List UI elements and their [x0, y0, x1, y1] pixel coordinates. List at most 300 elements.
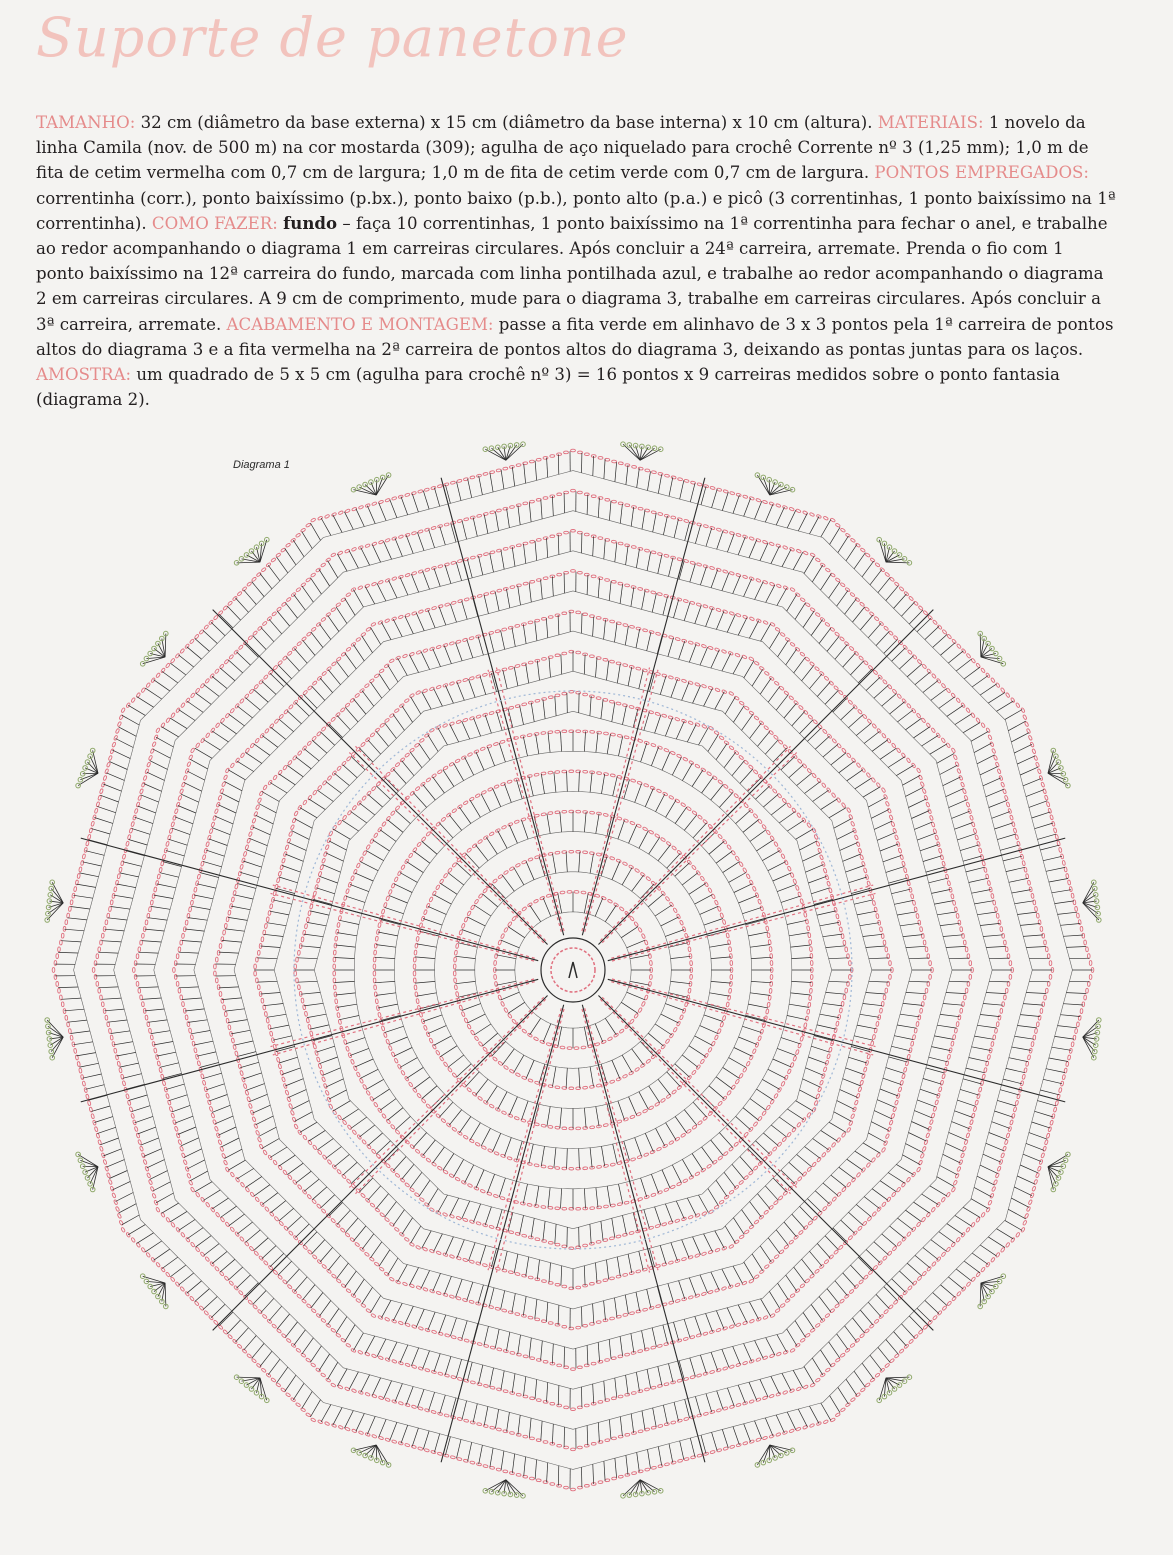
- tall-stitch: [546, 618, 548, 638]
- tall-stitch: [909, 799, 927, 808]
- tall-stitch: [179, 1273, 194, 1285]
- chain-stitch: [770, 1099, 775, 1104]
- tall-stitch: [781, 1170, 795, 1183]
- chain-stitch: [250, 1192, 255, 1197]
- chain-stitch: [605, 1439, 610, 1442]
- tall-stitch: [203, 1190, 220, 1201]
- tall-stitch: [337, 1369, 347, 1386]
- tall-stitch: [529, 583, 531, 603]
- chain-stitch: [822, 729, 827, 734]
- chain-stitch: [336, 1006, 339, 1011]
- chain-stitch: [1049, 961, 1052, 966]
- tall-stitch: [749, 540, 757, 558]
- chain-stitch: [956, 1237, 961, 1242]
- chain-stitch: [849, 961, 852, 966]
- tall-stitch: [837, 1334, 849, 1350]
- tall-stitch: [148, 918, 167, 920]
- chain-stitch: [560, 891, 565, 894]
- tall-stitch: [860, 1310, 873, 1325]
- chain-stitch: [1003, 940, 1006, 945]
- chain-stitch: [869, 611, 874, 616]
- tall-stitch: [462, 601, 468, 620]
- chain-stitch: [611, 580, 616, 583]
- tall-stitch: [768, 862, 786, 871]
- chain-stitch: [68, 906, 71, 911]
- tall-stitch: [710, 993, 730, 996]
- tall-stitch: [642, 590, 646, 609]
- chain-stitch: [971, 1222, 976, 1227]
- tall-stitch: [474, 905, 491, 916]
- tall-stitch: [877, 833, 895, 841]
- chain-stitch: [1044, 995, 1047, 1000]
- chain-stitch: [541, 657, 546, 660]
- chain-stitch: [141, 1002, 144, 1007]
- tall-stitch: [188, 918, 207, 921]
- tall-stitch: [817, 1025, 836, 1029]
- tall-stitch: [414, 1077, 430, 1089]
- chain-stitch: [300, 1407, 305, 1412]
- chain-stitch: [671, 845, 676, 850]
- chain-stitch: [591, 1362, 596, 1365]
- chain-stitch: [533, 899, 538, 904]
- chain-stitch: [753, 1121, 758, 1126]
- chain-stitch: [528, 621, 533, 624]
- chain-stitch: [290, 824, 294, 829]
- chain-stitch: [302, 1189, 307, 1194]
- chain-stitch: [769, 947, 772, 952]
- tall-stitch: [486, 1086, 497, 1103]
- tall-stitch: [467, 917, 485, 926]
- chain-stitch: [417, 1093, 422, 1098]
- tall-stitch: [823, 1003, 842, 1006]
- tall-stitch: [955, 714, 972, 725]
- chain-stitch: [605, 578, 610, 581]
- chain-stitch: [817, 848, 821, 853]
- tall-stitch: [509, 1097, 517, 1115]
- chain-stitch: [942, 861, 946, 866]
- tall-stitch: [602, 1146, 605, 1166]
- chain-stitch: [1009, 815, 1013, 820]
- tall-stitch: [682, 682, 689, 700]
- chain-stitch: [795, 1049, 799, 1054]
- tall-stitch: [310, 1025, 329, 1029]
- chain-stitch: [921, 933, 924, 938]
- chain-stitch: [477, 1422, 482, 1426]
- chain-stitch: [509, 505, 514, 508]
- chain-stitch: [171, 1222, 176, 1227]
- chain-stitch: [883, 1309, 888, 1314]
- tall-stitch: [820, 922, 839, 925]
- chain-stitch: [543, 537, 548, 540]
- chain-stitch: [583, 851, 588, 854]
- tall-stitch: [365, 1336, 375, 1354]
- chain-stitch: [780, 632, 785, 637]
- chain-stitch: [530, 580, 535, 583]
- tall-stitch: [930, 744, 947, 754]
- tall-stitch: [1006, 867, 1025, 871]
- tall-stitch: [995, 1111, 1013, 1117]
- chain-stitch: [630, 1115, 635, 1119]
- tall-stitch: [288, 1090, 306, 1098]
- tall-stitch: [808, 1057, 826, 1064]
- chain-stitch: [634, 1067, 639, 1072]
- tall-stitch: [804, 556, 814, 573]
- tall-stitch: [71, 907, 90, 910]
- chain-stitch: [536, 498, 541, 501]
- tall-stitch: [582, 613, 583, 633]
- chain-stitch: [805, 602, 810, 607]
- chain-stitch: [956, 1022, 959, 1027]
- chain-stitch: [94, 961, 97, 966]
- chain-stitch: [443, 766, 448, 771]
- chain-stitch: [297, 1184, 302, 1189]
- chain-stitch: [263, 1150, 268, 1155]
- chain-stitch: [423, 1287, 428, 1291]
- tall-stitch: [666, 800, 676, 817]
- tall-stitch: [869, 958, 889, 959]
- chain-stitch: [576, 1207, 581, 1210]
- tall-stitch: [337, 1263, 349, 1279]
- chain-stitch: [657, 592, 662, 596]
- tall-stitch: [715, 692, 725, 710]
- chain-stitch: [669, 795, 674, 800]
- chain-stitch: [96, 954, 99, 959]
- tall-stitch: [252, 1105, 270, 1113]
- tall-stitch: [279, 1155, 295, 1166]
- tall-stitch: [960, 845, 979, 851]
- chain-stitch: [548, 1322, 553, 1325]
- tall-stitch: [271, 727, 286, 739]
- chain-stitch: [1084, 940, 1087, 945]
- chain-stitch: [429, 897, 433, 902]
- tall-stitch: [649, 1086, 660, 1103]
- chain-stitch: [110, 749, 114, 754]
- chain-stitch: [1050, 1120, 1054, 1125]
- chain-stitch: [689, 1175, 694, 1180]
- chain-stitch: [342, 815, 347, 820]
- tall-stitch: [977, 1176, 995, 1185]
- tall-stitch: [663, 1325, 668, 1344]
- tall-stitch: [354, 699, 366, 714]
- chain-stitch: [54, 961, 57, 966]
- chain-stitch: [998, 920, 1001, 925]
- chain-stitch: [840, 1353, 845, 1358]
- chain-stitch: [77, 1061, 80, 1066]
- tall-stitch: [502, 875, 514, 891]
- chain-stitch: [303, 1135, 308, 1140]
- tall-stitch: [479, 1365, 483, 1384]
- chain-stitch: [809, 512, 814, 517]
- chain-stitch: [903, 1290, 908, 1295]
- chain-stitch: [321, 1077, 325, 1082]
- chain-stitch: [214, 808, 218, 813]
- tall-stitch: [960, 1089, 979, 1095]
- chain-stitch: [987, 1054, 991, 1059]
- chain-stitch: [841, 1132, 846, 1137]
- tall-stitch: [837, 1101, 855, 1110]
- tall-stitch: [595, 898, 603, 917]
- tall-stitch: [504, 1138, 511, 1157]
- chain-stitch: [281, 602, 286, 607]
- tall-stitch: [653, 513, 657, 532]
- tall-stitch: [336, 945, 356, 947]
- tall-stitch: [943, 1154, 961, 1163]
- chain-stitch: [127, 1100, 131, 1105]
- chain-stitch: [589, 1242, 594, 1245]
- chain-stitch: [571, 489, 576, 492]
- tall-stitch: [407, 1067, 424, 1078]
- tall-stitch: [450, 1318, 456, 1336]
- tall-stitch: [122, 1215, 139, 1225]
- chain-stitch: [509, 1230, 514, 1234]
- tall-stitch: [409, 655, 418, 673]
- tall-stitch: [294, 649, 307, 664]
- chain-stitch: [346, 756, 351, 761]
- tall-stitch: [596, 1188, 598, 1208]
- tall-stitch: [903, 775, 921, 785]
- chain-stitch: [117, 1213, 122, 1218]
- tall-stitch: [416, 613, 424, 631]
- chain-stitch: [690, 1335, 695, 1339]
- chain-stitch: [562, 730, 567, 733]
- tall-stitch: [319, 569, 330, 586]
- chain-stitch: [276, 1328, 281, 1333]
- tall-stitch: [501, 1371, 504, 1390]
- chain-stitch: [912, 1035, 915, 1040]
- chain-stitch: [395, 762, 400, 767]
- tall-stitch: [385, 1026, 404, 1032]
- chain-stitch: [405, 1182, 410, 1187]
- chain-stitch: [195, 1054, 199, 1059]
- chain-stitch: [489, 1225, 494, 1229]
- chain-stitch: [248, 831, 252, 836]
- chain-stitch: [623, 663, 628, 666]
- tall-stitch: [604, 539, 606, 559]
- chain-stitch: [92, 1120, 96, 1125]
- chain-stitch: [254, 684, 259, 689]
- tall-stitch: [254, 1185, 270, 1196]
- tall-stitch: [470, 800, 480, 817]
- chain-stitch: [282, 1279, 287, 1284]
- chain-stitch: [839, 1008, 842, 1013]
- tall-stitch: [604, 1301, 606, 1321]
- chain-stitch: [1028, 735, 1032, 740]
- tall-stitch: [203, 630, 217, 643]
- chain-stitch: [224, 1276, 229, 1281]
- chain-stitch: [509, 1069, 514, 1074]
- chain-stitch: [420, 782, 425, 787]
- chain-stitch: [796, 1122, 801, 1127]
- chain-stitch: [990, 677, 995, 682]
- chain-stitch: [1073, 900, 1076, 905]
- chain-stitch: [931, 1261, 936, 1266]
- chain-stitch: [780, 1303, 785, 1308]
- chain-stitch: [782, 505, 787, 509]
- chain-stitch: [1076, 913, 1079, 918]
- tall-stitch: [362, 691, 374, 707]
- chain-stitch: [966, 1227, 971, 1232]
- tall-stitch: [162, 727, 179, 737]
- tall-stitch: [195, 1236, 211, 1248]
- tall-stitch: [651, 747, 658, 766]
- chain-stitch: [769, 502, 774, 506]
- tall-stitch: [803, 853, 821, 861]
- chain-stitch: [1073, 1035, 1076, 1040]
- chain-stitch: [315, 884, 319, 889]
- tall-stitch: [1012, 890, 1031, 893]
- tall-stitch: [485, 715, 491, 733]
- tall-stitch: [607, 661, 609, 681]
- chain-stitch: [108, 755, 112, 760]
- chain-stitch: [824, 1259, 829, 1264]
- chain-stitch: [190, 900, 193, 905]
- chain-stitch: [530, 1357, 535, 1360]
- chain-stitch: [946, 1192, 951, 1197]
- tall-stitch: [200, 873, 219, 878]
- tall-stitch: [333, 829, 350, 839]
- tall-stitch: [68, 1020, 88, 1022]
- chain-stitch: [576, 1326, 581, 1329]
- tall-stitch: [428, 610, 435, 628]
- chain-stitch: [662, 674, 667, 678]
- materials-heading: MATERIAIS:: [877, 113, 984, 132]
- tall-stitch: [757, 840, 774, 851]
- chain-stitch: [923, 940, 926, 945]
- chain-stitch: [557, 493, 562, 496]
- chain-stitch: [690, 974, 693, 979]
- tall-stitch: [345, 653, 357, 669]
- chain-stitch: [729, 611, 734, 615]
- tall-stitch: [711, 650, 719, 668]
- chain-stitch: [496, 1468, 501, 1471]
- tall-stitch: [518, 586, 521, 605]
- chain-stitch: [99, 788, 103, 793]
- chain-stitch: [152, 893, 155, 898]
- tall-stitch: [529, 1144, 534, 1164]
- chain-stitch: [598, 497, 603, 500]
- chain-stitch: [1036, 913, 1039, 918]
- chain-stitch: [297, 985, 300, 990]
- chain-stitch: [625, 1473, 630, 1476]
- tall-stitch: [751, 981, 771, 982]
- chain-stitch: [931, 728, 936, 733]
- chain-stitch: [908, 1339, 913, 1344]
- chain-stitch: [675, 1299, 680, 1303]
- tall-stitch: [773, 748, 786, 762]
- tall-stitch: [884, 1287, 898, 1301]
- tall-stitch: [310, 578, 321, 594]
- chain-stitch: [483, 1464, 488, 1467]
- chain-stitch: [68, 1029, 71, 1034]
- chain-stitch: [215, 1212, 220, 1217]
- chain-stitch: [1049, 974, 1052, 979]
- tall-stitch: [285, 1322, 297, 1337]
- tall-stitch: [866, 946, 886, 948]
- tall-stitch: [448, 873, 464, 885]
- tall-stitch: [375, 957, 395, 958]
- tall-stitch: [172, 1105, 190, 1112]
- tall-stitch: [923, 1248, 938, 1260]
- tall-stitch: [292, 1101, 310, 1110]
- tall-stitch: [687, 724, 696, 742]
- tall-stitch: [197, 884, 216, 888]
- chain-stitch: [708, 1290, 713, 1294]
- tall-stitch: [445, 1437, 450, 1456]
- chain-stitch: [849, 646, 854, 651]
- chain-stitch: [398, 1321, 403, 1325]
- chain-stitch: [887, 1127, 891, 1132]
- tall-stitch: [598, 578, 599, 598]
- chain-stitch: [303, 1245, 308, 1250]
- tall-stitch: [909, 981, 929, 982]
- chain-stitch: [866, 1162, 871, 1167]
- chain-stitch: [138, 1139, 142, 1144]
- chain-stitch: [711, 1041, 716, 1046]
- tall-stitch: [966, 867, 985, 872]
- chain-stitch: [662, 792, 667, 797]
- chain-stitch: [807, 1009, 810, 1014]
- chain-stitch: [1004, 1139, 1008, 1144]
- chain-stitch: [324, 1421, 329, 1426]
- tall-stitch: [834, 819, 852, 829]
- tall-stitch: [601, 1221, 603, 1241]
- tall-stitch: [219, 987, 239, 988]
- tall-stitch: [689, 1278, 696, 1296]
- chain-stitch: [754, 716, 759, 721]
- chain-stitch: [629, 1019, 634, 1024]
- chain-stitch: [907, 649, 912, 654]
- tall-stitch: [529, 502, 531, 522]
- chain-stitch: [355, 693, 360, 698]
- chain-stitch: [925, 947, 928, 952]
- tall-stitch: [724, 752, 736, 768]
- chain-stitch: [664, 1188, 669, 1192]
- chain-stitch: [722, 1366, 727, 1370]
- chain-stitch: [742, 575, 747, 579]
- chain-stitch: [1038, 1015, 1041, 1020]
- chain-stitch: [155, 880, 159, 885]
- chain-stitch: [951, 1187, 956, 1192]
- chain-stitch: [671, 1089, 676, 1094]
- tall-stitch: [789, 1004, 809, 1007]
- tall-stitch: [632, 875, 644, 891]
- chain-stitch: [617, 1202, 622, 1205]
- chain-stitch: [223, 1329, 228, 1334]
- chain-stitch: [459, 930, 463, 935]
- tall-stitch: [203, 740, 220, 751]
- chain-stitch: [557, 533, 562, 536]
- chain-stitch: [1035, 1173, 1039, 1178]
- chain-stitch: [461, 1011, 465, 1016]
- chain-stitch: [857, 1226, 862, 1231]
- chain-stitch: [336, 657, 341, 662]
- chain-stitch: [134, 974, 137, 979]
- chain-stitch: [415, 1149, 420, 1154]
- tall-stitch: [744, 1344, 752, 1362]
- tall-stitch: [552, 576, 553, 596]
- tall-stitch: [682, 1159, 692, 1176]
- tall-stitch: [674, 1402, 678, 1421]
- chain-stitch: [850, 538, 855, 543]
- tall-stitch: [197, 1052, 216, 1056]
- tall-stitch: [478, 636, 483, 655]
- chain-stitch: [605, 1358, 610, 1361]
- chain-stitch: [464, 1018, 468, 1023]
- tall-stitch: [882, 694, 897, 707]
- chain-stitch: [651, 1193, 656, 1197]
- tall-stitch: [237, 706, 252, 718]
- chain-stitch: [420, 1153, 425, 1158]
